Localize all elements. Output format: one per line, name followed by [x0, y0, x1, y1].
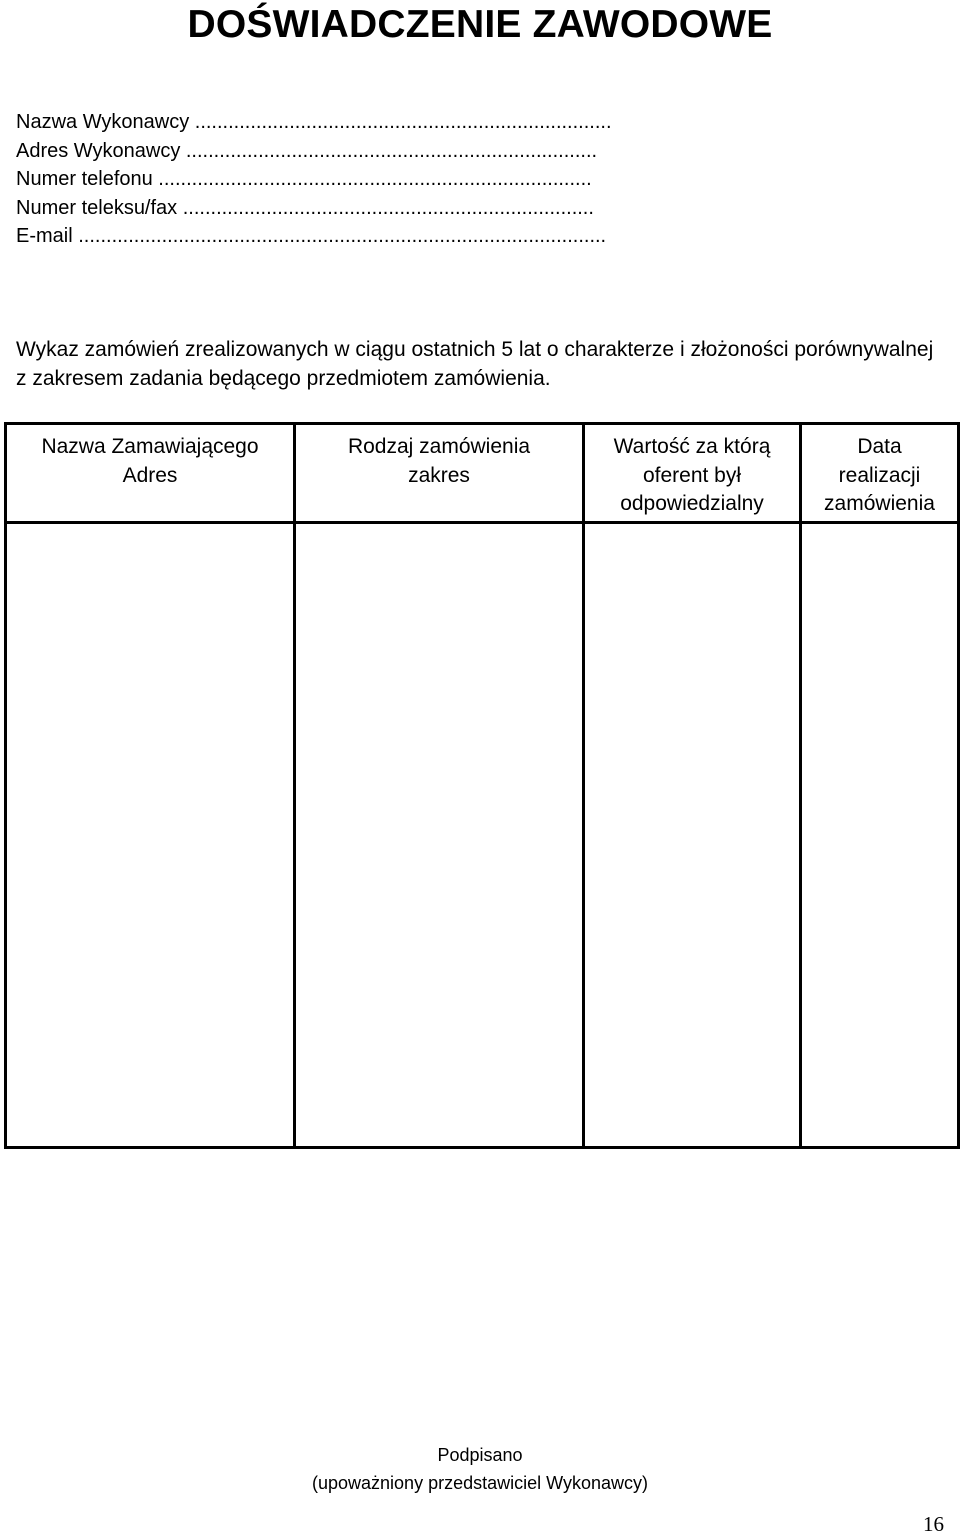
- signature-label: Podpisano: [437, 1445, 523, 1465]
- contractor-telex-fax-field: Numer teleksu/fax ..........................................................................: [16, 196, 594, 219]
- contractor-name-field: Nazwa Wykonawcy ...........................................................................: [16, 111, 612, 133]
- column-header-line: odpowiedzialny: [620, 492, 764, 515]
- page-number: 16: [923, 1512, 944, 1536]
- table-cell-client[interactable]: [6, 523, 295, 1148]
- column-header-line: realizacji: [838, 463, 921, 487]
- signature-caption: (upoważniony przedstawiciel Wykonawcy): [312, 1473, 648, 1493]
- column-header-line: oferent był: [642, 463, 742, 487]
- contractor-address-field: Adres Wykonawcy ..........................................................................: [16, 139, 598, 162]
- column-header-order-type: [295, 424, 584, 523]
- signature-block: [0, 1441, 960, 1497]
- contractor-email-field: E-mail ...............................................................................................: [16, 225, 607, 247]
- column-header-line: Wartość za którą: [613, 435, 771, 458]
- table-header-row: [6, 424, 959, 523]
- contractor-phone-field: Numer telefonu ..............................................................................: [16, 168, 592, 190]
- column-header-value: [584, 424, 801, 523]
- table-cell-date[interactable]: [801, 523, 959, 1148]
- column-header-line: zamówienia: [824, 492, 935, 515]
- orders-table: [4, 422, 960, 1149]
- orders-description: Wykaz zamówień zrealizowanych w ciągu ostatnich 5 lat o charakterze i złożoności porównywalnej z zakresem zadania będącego przedmiotem zamówienia.: [16, 338, 934, 390]
- column-header-line: Data: [857, 435, 902, 458]
- table-row: [6, 523, 959, 1148]
- table-cell-value[interactable]: [584, 523, 801, 1148]
- column-header-line: Rodzaj zamówienia: [347, 435, 531, 458]
- column-header-client: [6, 424, 295, 523]
- column-header-line: Nazwa Zamawiającego: [41, 435, 259, 458]
- column-header-date: [801, 424, 959, 523]
- contractor-info: [16, 108, 612, 251]
- column-header-line: Adres: [122, 463, 178, 487]
- page-title: DOŚWIADCZENIE ZAWODOWE: [187, 3, 773, 46]
- table-cell-order-type[interactable]: [295, 523, 584, 1148]
- column-header-line: zakres: [408, 463, 470, 487]
